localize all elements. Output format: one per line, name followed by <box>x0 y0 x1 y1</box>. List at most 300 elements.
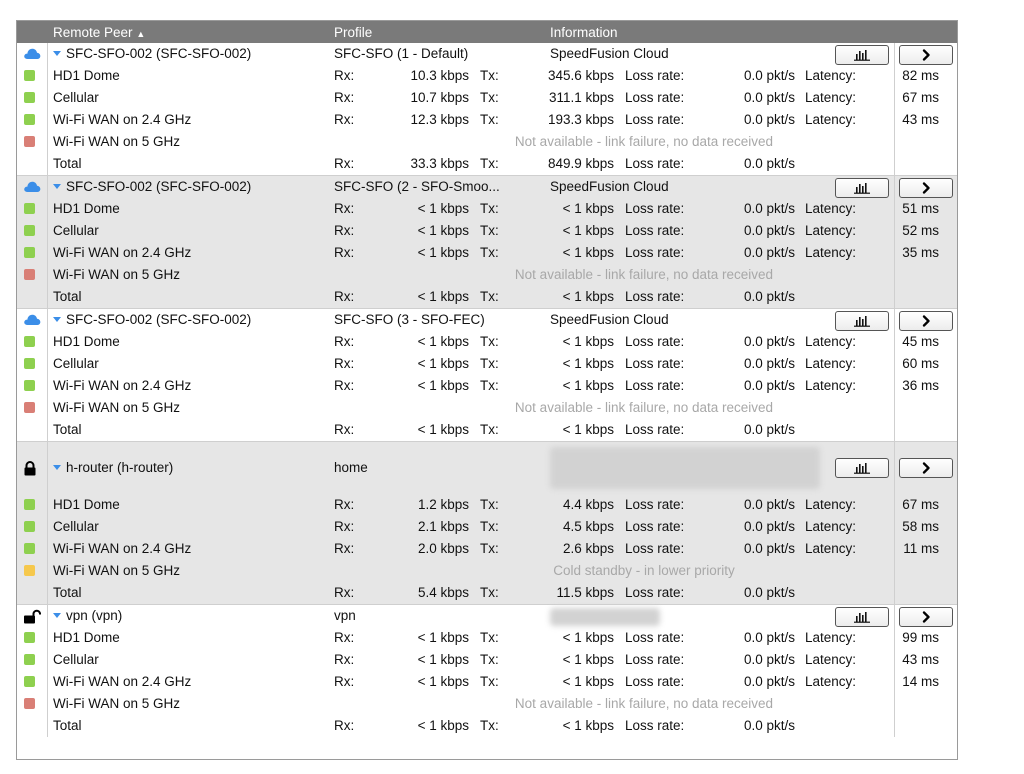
link-row <box>17 375 957 397</box>
loss-rate-value: 0.0 pkt/s <box>743 541 795 556</box>
link-name: Wi-Fi WAN on 2.4 GHz <box>53 378 192 393</box>
chevron-right-icon <box>920 315 932 330</box>
loss-rate-label: Loss rate: <box>625 356 685 371</box>
rx-value: 33.3 kbps <box>410 156 469 171</box>
tx-value: 4.4 kbps <box>562 497 614 512</box>
tx-label: Tx: <box>480 90 499 105</box>
redacted-information <box>550 608 660 626</box>
information-text: SpeedFusion Cloud <box>550 312 669 327</box>
link-name: Cellular <box>53 356 99 371</box>
status-yellow-indicator <box>24 565 35 576</box>
table-header <box>17 21 957 43</box>
rx-label: Rx: <box>334 652 355 667</box>
link-name: HD1 Dome <box>53 201 120 216</box>
rx-value: < 1 kbps <box>417 378 469 393</box>
details-button[interactable] <box>899 458 953 478</box>
loss-rate-label: Loss rate: <box>625 718 685 733</box>
column-divider <box>47 309 48 441</box>
rx-label: Rx: <box>334 585 355 600</box>
information-text: SpeedFusion Cloud <box>550 179 669 194</box>
tx-label: Tx: <box>480 289 499 304</box>
loss-rate-label: Loss rate: <box>625 68 685 83</box>
rx-label: Rx: <box>334 245 355 260</box>
peer-group <box>17 441 957 604</box>
column-profile: Profile <box>334 25 373 40</box>
latency-value: 43 ms <box>902 652 939 667</box>
loss-rate-value: 0.0 pkt/s <box>743 378 795 393</box>
latency-value: 11 ms <box>903 541 939 556</box>
rx-value: < 1 kbps <box>417 356 469 371</box>
details-button[interactable] <box>899 311 953 331</box>
column-divider <box>894 176 895 308</box>
column-divider <box>894 43 895 175</box>
tx-value: 849.9 kbps <box>547 156 614 171</box>
bar-chart-icon <box>852 611 872 626</box>
link-row <box>17 671 957 693</box>
link-name: Wi-Fi WAN on 2.4 GHz <box>53 112 192 127</box>
rx-label: Rx: <box>334 289 355 304</box>
rx-label: Rx: <box>334 201 355 216</box>
tx-label: Tx: <box>480 201 499 216</box>
peer-header-row[interactable] <box>17 176 957 198</box>
chevron-right-icon <box>920 462 932 477</box>
latency-value: 35 ms <box>902 245 939 260</box>
rx-value: 2.0 kbps <box>417 541 469 556</box>
link-status-message: Not available - link failure, no data received <box>514 134 774 149</box>
loss-rate-label: Loss rate: <box>625 519 685 534</box>
latency-label: Latency: <box>805 201 857 216</box>
column-remote-peer[interactable] <box>53 25 145 40</box>
tx-value: < 1 kbps <box>562 289 614 304</box>
link-name: HD1 Dome <box>53 630 120 645</box>
latency-label: Latency: <box>805 90 857 105</box>
rx-label: Rx: <box>334 356 355 371</box>
status-green-indicator <box>24 70 35 81</box>
column-divider <box>894 309 895 441</box>
link-name: Wi-Fi WAN on 5 GHz <box>53 696 181 711</box>
link-name: Wi-Fi WAN on 5 GHz <box>53 400 181 415</box>
statistics-button[interactable] <box>835 178 889 198</box>
rx-label: Rx: <box>334 68 355 83</box>
rx-label: Rx: <box>334 674 355 689</box>
loss-rate-label: Loss rate: <box>625 201 685 216</box>
tx-label: Tx: <box>480 718 499 733</box>
rx-value: < 1 kbps <box>417 652 469 667</box>
statistics-button[interactable] <box>835 458 889 478</box>
loss-rate-value: 0.0 pkt/s <box>743 245 795 260</box>
status-green-indicator <box>24 676 35 687</box>
latency-label: Latency: <box>805 223 857 238</box>
chevron-right-icon <box>920 182 932 197</box>
loss-rate-label: Loss rate: <box>625 90 685 105</box>
latency-value: 36 ms <box>902 378 939 393</box>
tx-value: < 1 kbps <box>562 356 614 371</box>
column-divider <box>894 442 895 604</box>
loss-rate-label: Loss rate: <box>625 630 685 645</box>
tx-value: < 1 kbps <box>562 378 614 393</box>
rx-value: < 1 kbps <box>417 201 469 216</box>
tx-value: < 1 kbps <box>562 201 614 216</box>
peer-name[interactable] <box>53 312 251 327</box>
tx-label: Tx: <box>480 541 499 556</box>
tx-value: 345.6 kbps <box>547 68 614 83</box>
latency-label: Latency: <box>805 112 857 127</box>
loss-rate-label: Loss rate: <box>625 422 685 437</box>
rx-value: < 1 kbps <box>417 718 469 733</box>
loss-rate-value: 0.0 pkt/s <box>743 156 795 171</box>
column-information: Information <box>550 25 618 40</box>
link-row <box>17 353 957 375</box>
link-name: Wi-Fi WAN on 2.4 GHz <box>53 245 192 260</box>
column-divider <box>47 605 48 737</box>
tx-label: Tx: <box>480 156 499 171</box>
peer-name[interactable] <box>53 46 251 61</box>
peer-name-label: SFC-SFO-002 (SFC-SFO-002) <box>66 179 252 194</box>
tx-value: 2.6 kbps <box>562 541 614 556</box>
link-row <box>17 560 957 582</box>
profile-name: vpn <box>334 608 356 623</box>
details-button[interactable] <box>899 178 953 198</box>
latency-label: Latency: <box>805 674 857 689</box>
bar-chart-icon <box>852 49 872 64</box>
loss-rate-value: 0.0 pkt/s <box>743 90 795 105</box>
loss-rate-label: Loss rate: <box>625 378 685 393</box>
latency-label: Latency: <box>805 652 857 667</box>
rx-label: Rx: <box>334 718 355 733</box>
status-green-indicator <box>24 380 35 391</box>
tx-value: < 1 kbps <box>562 652 614 667</box>
rx-label: Rx: <box>334 422 355 437</box>
expand-caret-icon[interactable] <box>53 613 61 618</box>
tx-label: Tx: <box>480 356 499 371</box>
rx-label: Rx: <box>334 112 355 127</box>
details-button[interactable] <box>899 607 953 627</box>
column-divider <box>47 442 48 604</box>
total-label: Total <box>53 289 82 304</box>
loss-rate-label: Loss rate: <box>625 585 685 600</box>
link-name: HD1 Dome <box>53 497 120 512</box>
status-green-indicator <box>24 543 35 554</box>
link-row <box>17 538 957 560</box>
profile-name: home <box>334 460 368 475</box>
expand-caret-icon[interactable] <box>53 51 61 56</box>
loss-rate-value: 0.0 pkt/s <box>743 112 795 127</box>
rx-label: Rx: <box>334 497 355 512</box>
cloud-icon <box>23 180 41 196</box>
peer-group <box>17 604 957 737</box>
tx-label: Tx: <box>480 585 499 600</box>
loss-rate-value: 0.0 pkt/s <box>743 674 795 689</box>
cloud-icon <box>23 313 41 329</box>
peer-header-row[interactable] <box>17 309 957 331</box>
loss-rate-value: 0.0 pkt/s <box>743 289 795 304</box>
tx-label: Tx: <box>480 674 499 689</box>
latency-label: Latency: <box>805 541 857 556</box>
loss-rate-value: 0.0 pkt/s <box>743 68 795 83</box>
peer-group <box>17 175 957 308</box>
tx-value: < 1 kbps <box>562 334 614 349</box>
rx-value: < 1 kbps <box>417 630 469 645</box>
link-row <box>17 397 957 419</box>
latency-value: 67 ms <box>902 90 939 105</box>
tx-value: 193.3 kbps <box>547 112 614 127</box>
link-name: Wi-Fi WAN on 2.4 GHz <box>53 541 192 556</box>
total-label: Total <box>53 156 82 171</box>
loss-rate-value: 0.0 pkt/s <box>743 652 795 667</box>
column-divider <box>47 176 48 308</box>
chevron-right-icon <box>920 49 932 64</box>
rx-value: 5.4 kbps <box>417 585 469 600</box>
peer-name-label: SFC-SFO-002 (SFC-SFO-002) <box>66 312 252 327</box>
loss-rate-value: 0.0 pkt/s <box>743 201 795 216</box>
remote-peer-label: Remote Peer <box>53 25 133 40</box>
status-green-indicator <box>24 336 35 347</box>
link-name: Cellular <box>53 223 99 238</box>
latency-value: 99 ms <box>902 630 939 645</box>
link-row <box>17 87 957 109</box>
rx-value: < 1 kbps <box>417 334 469 349</box>
rx-value: < 1 kbps <box>417 245 469 260</box>
loss-rate-value: 0.0 pkt/s <box>743 497 795 512</box>
loss-rate-label: Loss rate: <box>625 289 685 304</box>
profile-name: SFC-SFO (2 - SFO-Smoo... <box>334 179 500 194</box>
tx-value: < 1 kbps <box>562 223 614 238</box>
rx-label: Rx: <box>334 156 355 171</box>
link-row <box>17 627 957 649</box>
column-divider <box>894 605 895 737</box>
peer-name-label: h-router (h-router) <box>66 460 174 475</box>
rx-value: 10.7 kbps <box>410 90 469 105</box>
loss-rate-label: Loss rate: <box>625 541 685 556</box>
link-row <box>17 220 957 242</box>
link-status-message: Not available - link failure, no data received <box>514 696 774 711</box>
bar-chart-icon <box>852 182 872 197</box>
latency-value: 60 ms <box>902 356 939 371</box>
link-status-message: Cold standby - in lower priority <box>553 563 735 578</box>
loss-rate-value: 0.0 pkt/s <box>743 334 795 349</box>
link-status-message: Not available - link failure, no data received <box>514 400 774 415</box>
rx-label: Rx: <box>334 378 355 393</box>
total-row <box>17 153 957 175</box>
peer-name-label: vpn (vpn) <box>66 608 123 623</box>
peer-header-row[interactable] <box>17 442 957 494</box>
latency-label: Latency: <box>805 378 857 393</box>
latency-label: Latency: <box>805 630 857 645</box>
link-row <box>17 516 957 538</box>
tx-value: < 1 kbps <box>562 245 614 260</box>
tx-label: Tx: <box>480 422 499 437</box>
loss-rate-label: Loss rate: <box>625 112 685 127</box>
table-body <box>17 43 957 737</box>
link-row <box>17 264 957 286</box>
tx-value: < 1 kbps <box>562 630 614 645</box>
link-name: Wi-Fi WAN on 2.4 GHz <box>53 674 192 689</box>
peer-status-table <box>16 20 958 760</box>
tx-value: < 1 kbps <box>562 674 614 689</box>
latency-value: 67 ms <box>902 497 939 512</box>
status-green-indicator <box>24 247 35 258</box>
tx-value: < 1 kbps <box>562 718 614 733</box>
latency-label: Latency: <box>805 245 857 260</box>
rx-label: Rx: <box>334 541 355 556</box>
peer-name[interactable] <box>53 608 122 623</box>
peer-group <box>17 43 957 175</box>
link-name: HD1 Dome <box>53 334 120 349</box>
status-red-indicator <box>24 402 35 413</box>
rx-value: 10.3 kbps <box>410 68 469 83</box>
loss-rate-value: 0.0 pkt/s <box>743 422 795 437</box>
status-green-indicator <box>24 203 35 214</box>
status-red-indicator <box>24 698 35 709</box>
total-label: Total <box>53 718 82 733</box>
bar-chart-icon <box>852 462 872 477</box>
total-row <box>17 419 957 441</box>
status-green-indicator <box>24 358 35 369</box>
latency-label: Latency: <box>805 356 857 371</box>
peer-header-row[interactable] <box>17 605 957 627</box>
cloud-icon <box>23 47 41 63</box>
expand-caret-icon[interactable] <box>53 465 61 470</box>
link-row <box>17 649 957 671</box>
loss-rate-label: Loss rate: <box>625 652 685 667</box>
link-name: Wi-Fi WAN on 5 GHz <box>53 134 181 149</box>
total-row <box>17 715 957 737</box>
peer-header-row[interactable] <box>17 43 957 65</box>
status-green-indicator <box>24 114 35 125</box>
link-name: Wi-Fi WAN on 5 GHz <box>53 563 181 578</box>
tx-value: < 1 kbps <box>562 422 614 437</box>
peer-name-label: SFC-SFO-002 (SFC-SFO-002) <box>66 46 252 61</box>
status-green-indicator <box>24 521 35 532</box>
unlock-icon <box>23 609 41 627</box>
rx-label: Rx: <box>334 90 355 105</box>
loss-rate-label: Loss rate: <box>625 245 685 260</box>
loss-rate-label: Loss rate: <box>625 497 685 512</box>
link-row <box>17 131 957 153</box>
tx-label: Tx: <box>480 68 499 83</box>
loss-rate-label: Loss rate: <box>625 223 685 238</box>
information-text: SpeedFusion Cloud <box>550 46 669 61</box>
loss-rate-value: 0.0 pkt/s <box>743 519 795 534</box>
link-row <box>17 331 957 353</box>
tx-value: 11.5 kbps <box>556 585 614 600</box>
latency-label: Latency: <box>805 334 857 349</box>
total-row <box>17 582 957 604</box>
latency-value: 51 ms <box>902 201 939 216</box>
rx-value: 2.1 kbps <box>417 519 469 534</box>
link-name: HD1 Dome <box>53 68 120 83</box>
redacted-information <box>550 447 820 489</box>
tx-label: Tx: <box>480 630 499 645</box>
latency-label: Latency: <box>805 68 857 83</box>
link-row <box>17 109 957 131</box>
loss-rate-label: Loss rate: <box>625 156 685 171</box>
rx-value: 1.2 kbps <box>417 497 469 512</box>
loss-rate-value: 0.0 pkt/s <box>743 223 795 238</box>
lock-icon <box>23 461 37 479</box>
peer-group <box>17 308 957 441</box>
link-row <box>17 198 957 220</box>
latency-value: 43 ms <box>902 112 939 127</box>
total-label: Total <box>53 422 82 437</box>
tx-label: Tx: <box>480 652 499 667</box>
rx-label: Rx: <box>334 630 355 645</box>
peer-name[interactable] <box>53 460 173 475</box>
bar-chart-icon <box>852 315 872 330</box>
tx-value: 4.5 kbps <box>562 519 614 534</box>
statistics-button[interactable] <box>835 311 889 331</box>
status-green-indicator <box>24 225 35 236</box>
latency-value: 82 ms <box>902 68 939 83</box>
status-red-indicator <box>24 136 35 147</box>
tx-label: Tx: <box>480 245 499 260</box>
link-name: Cellular <box>53 519 99 534</box>
link-status-message: Not available - link failure, no data received <box>514 267 774 282</box>
column-divider <box>47 43 48 175</box>
loss-rate-value: 0.0 pkt/s <box>743 718 795 733</box>
link-row <box>17 65 957 87</box>
latency-label: Latency: <box>805 497 857 512</box>
tx-label: Tx: <box>480 378 499 393</box>
loss-rate-label: Loss rate: <box>625 334 685 349</box>
tx-label: Tx: <box>480 112 499 127</box>
link-name: Wi-Fi WAN on 5 GHz <box>53 267 181 282</box>
tx-label: Tx: <box>480 223 499 238</box>
loss-rate-value: 0.0 pkt/s <box>743 356 795 371</box>
sort-ascending-icon: ▲ <box>136 29 146 39</box>
tx-label: Tx: <box>480 334 499 349</box>
latency-value: 14 ms <box>902 674 939 689</box>
link-name: Cellular <box>53 652 99 667</box>
rx-label: Rx: <box>334 334 355 349</box>
profile-name: SFC-SFO (3 - SFO-FEC) <box>334 312 485 327</box>
details-button[interactable] <box>899 45 953 65</box>
rx-label: Rx: <box>334 519 355 534</box>
latency-value: 58 ms <box>902 519 939 534</box>
link-row <box>17 494 957 516</box>
rx-value: < 1 kbps <box>417 223 469 238</box>
tx-value: 311.1 kbps <box>548 90 614 105</box>
status-green-indicator <box>24 499 35 510</box>
chevron-right-icon <box>920 611 932 626</box>
statistics-button[interactable] <box>835 607 889 627</box>
expand-caret-icon[interactable] <box>53 184 61 189</box>
rx-label: Rx: <box>334 223 355 238</box>
total-row <box>17 286 957 308</box>
status-green-indicator <box>24 654 35 665</box>
tx-label: Tx: <box>480 519 499 534</box>
status-green-indicator <box>24 92 35 103</box>
latency-value: 45 ms <box>902 334 939 349</box>
loss-rate-label: Loss rate: <box>625 674 685 689</box>
rx-value: < 1 kbps <box>417 422 469 437</box>
status-green-indicator <box>24 632 35 643</box>
loss-rate-value: 0.0 pkt/s <box>743 585 795 600</box>
loss-rate-value: 0.0 pkt/s <box>743 630 795 645</box>
rx-value: 12.3 kbps <box>410 112 469 127</box>
rx-value: < 1 kbps <box>417 289 469 304</box>
peer-name[interactable] <box>53 179 251 194</box>
link-row <box>17 242 957 264</box>
link-row <box>17 693 957 715</box>
rx-value: < 1 kbps <box>417 674 469 689</box>
latency-value: 52 ms <box>902 223 939 238</box>
statistics-button[interactable] <box>835 45 889 65</box>
tx-label: Tx: <box>480 497 499 512</box>
link-name: Cellular <box>53 90 99 105</box>
expand-caret-icon[interactable] <box>53 317 61 322</box>
status-red-indicator <box>24 269 35 280</box>
